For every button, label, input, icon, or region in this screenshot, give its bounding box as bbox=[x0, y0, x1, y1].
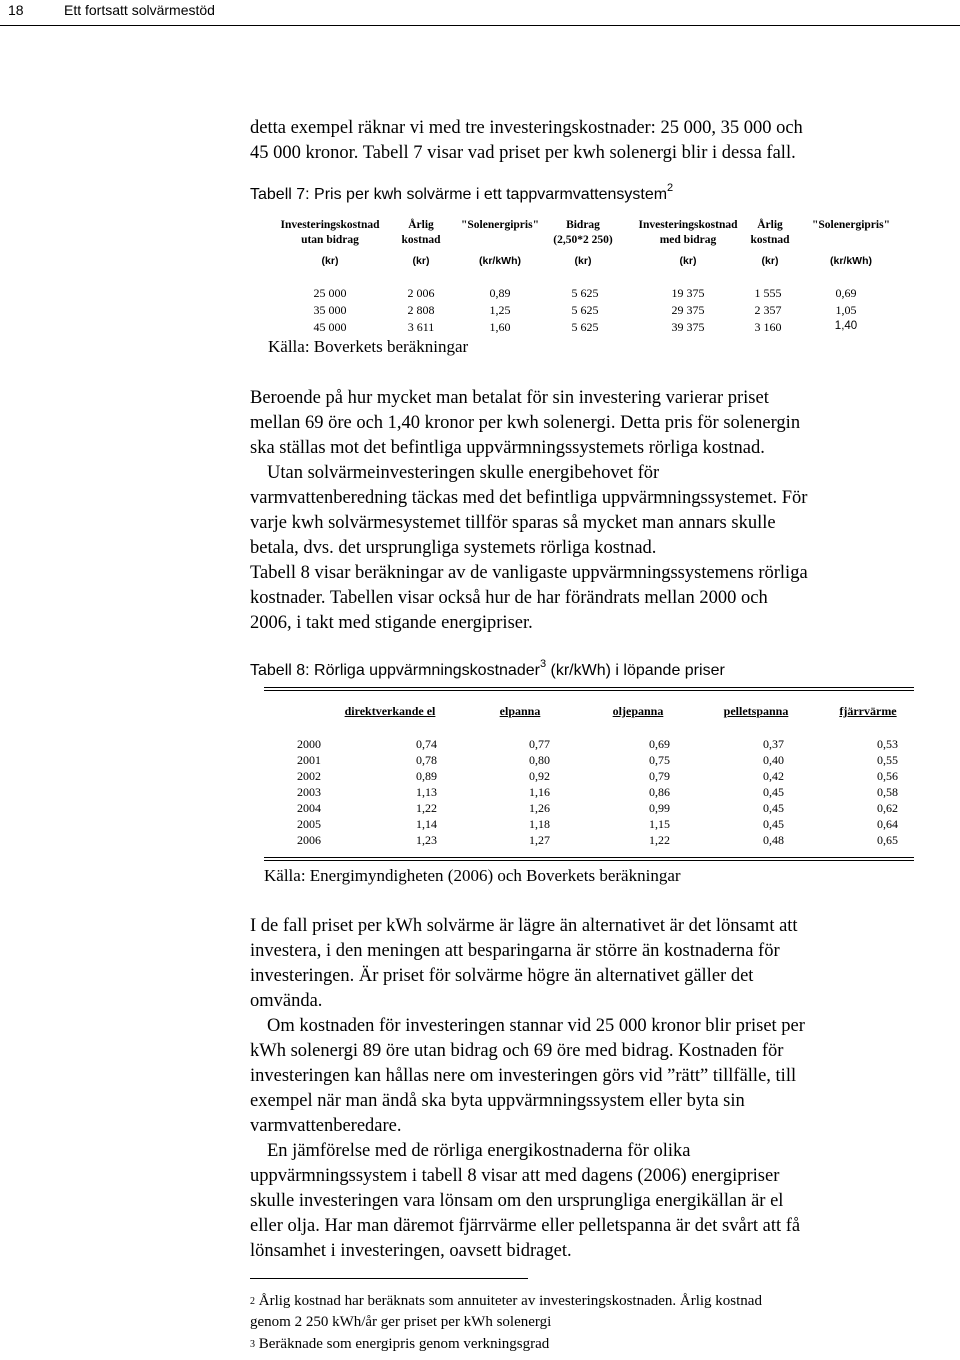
table7-cell: 19 375 bbox=[671, 286, 705, 300]
table7-cell: 35 000 bbox=[313, 303, 347, 317]
table7-unit: (kr/kWh) bbox=[830, 255, 872, 267]
text-line: 2006, i takt med stigande energipriser. bbox=[250, 613, 533, 633]
text-line: detta exempel räknar vi med tre investeringskostnader: 25 000, 35 000 och bbox=[250, 118, 803, 138]
table8-year: 2005 bbox=[297, 817, 321, 831]
page-header bbox=[0, 0, 960, 26]
table8-cell: 1,13 bbox=[416, 785, 437, 799]
table8-col-header: pelletspanna bbox=[723, 704, 789, 718]
table8-cell: 0,62 bbox=[877, 801, 898, 815]
table8-cell: 0,45 bbox=[763, 817, 784, 831]
table7-col-header: "Solenergipris" bbox=[461, 219, 539, 231]
table7-unit: (kr) bbox=[679, 255, 697, 267]
table8-cell: 0,37 bbox=[763, 737, 784, 751]
text-line: kWh solenergi 89 öre utan bidrag och 69 öre med bidrag. Kostnaden för bbox=[250, 1041, 784, 1061]
text-line: 45 000 kronor. Tabell 7 visar vad priset per kwh solenergi blir i dessa fall. bbox=[250, 143, 796, 163]
text-line: investeringen. Är priset för solvärme högre än alternativet gäller det bbox=[250, 966, 754, 986]
text-line: Utan solvärmeinvesteringen skulle energibehovet för bbox=[267, 463, 660, 483]
table8-cell: 0,55 bbox=[877, 753, 898, 767]
table7-col-header: Investeringskostnad utan bidrag bbox=[280, 219, 380, 246]
table8-cell: 1,23 bbox=[416, 833, 437, 847]
text-line: Om kostnaden för investeringen stannar vid 25 000 kronor blir priset per bbox=[267, 1016, 805, 1036]
body-paragraph-1 bbox=[250, 386, 890, 636]
text-line: eller olja. Har man däremot fjärrvärme eller pelletspanna är det svårt att få bbox=[250, 1216, 801, 1236]
table7-cell: 5 625 bbox=[571, 303, 599, 317]
footnote-mark: 2 bbox=[250, 1296, 255, 1307]
table8-cell: 0,75 bbox=[649, 753, 670, 767]
table7-cell: 2 006 bbox=[407, 286, 435, 300]
table7-cell: 1 555 bbox=[754, 286, 782, 300]
table7-source: Källa: Boverkets beräkningar bbox=[268, 337, 469, 356]
table7-cell: 5 625 bbox=[571, 286, 599, 300]
table8-cell: 1,27 bbox=[529, 833, 550, 847]
table7-unit: (kr/kWh) bbox=[479, 255, 521, 267]
text-line: Tabell 8 visar beräkningar av de vanligaste uppvärmningssystemens rörliga bbox=[250, 563, 808, 583]
footnote-3: $^3$ Beräknade som energipris genom verkningsgrad bbox=[250, 1336, 550, 1352]
table8-cell: 0,74 bbox=[416, 737, 437, 751]
table8-year: 2001 bbox=[297, 753, 321, 767]
footnote-ref: 3 bbox=[539, 658, 547, 670]
table7-unit: (kr) bbox=[321, 255, 339, 267]
table7-cell: 3 611 bbox=[407, 320, 435, 334]
text-line: mellan 69 öre och 1,40 kronor per kwh solenergi. Detta pris för solenergin bbox=[250, 413, 801, 433]
table8-cell: 0,45 bbox=[763, 801, 784, 815]
text-line: I de fall priset per kWh solvärme är lägre än alternativet är det lönsamt att bbox=[250, 916, 798, 936]
table8-cell: 1,14 bbox=[416, 817, 437, 831]
running-title: Ett fortsatt solvärmestöd bbox=[64, 2, 215, 18]
table8-cell: 0,56 bbox=[877, 769, 898, 783]
text-line: uppvärmningssystem i tabell 8 visar att med dagens (2006) energipriser bbox=[250, 1166, 780, 1186]
table8-cell: 1,15 bbox=[649, 817, 670, 831]
table8-cell: 0,45 bbox=[763, 785, 784, 799]
table7-cell: 1,40 bbox=[834, 320, 858, 332]
text-line: En jämförelse med de rörliga energikostnaderna för olika bbox=[267, 1141, 691, 1161]
table7-cell: 1,05 bbox=[835, 303, 857, 317]
table8-cell: 1,16 bbox=[529, 785, 550, 799]
footnote-ref: 2 bbox=[667, 182, 674, 194]
intro-paragraph bbox=[250, 116, 890, 166]
text-line: Beroende på hur mycket man betalat för sin investering varierar priset bbox=[250, 388, 769, 408]
table8-cell: 0,53 bbox=[877, 737, 898, 751]
text-line: omvända. bbox=[250, 991, 323, 1011]
table8-caption: Tabell 8: Rörliga uppvärmningskostnader$^3$ (kr/kWh) i löpande priser bbox=[250, 658, 725, 679]
table8-cell: 1,22 bbox=[416, 801, 437, 815]
table8-col-header: elpanna bbox=[499, 704, 541, 718]
table8-cell: 0,86 bbox=[649, 785, 670, 799]
text-line: varje kwh solvärmesystemet tillför sparas så mycket man annars skulle bbox=[250, 513, 776, 533]
footnote-separator bbox=[250, 1278, 528, 1279]
text-line: betala, dvs. det ursprungliga systemets rörliga kostnad. bbox=[250, 538, 657, 558]
table7-unit: (kr) bbox=[574, 255, 592, 267]
table8-cell: 0,65 bbox=[877, 833, 898, 847]
table7-cell: 1,25 bbox=[489, 303, 511, 317]
table8-cell: 0,78 bbox=[416, 753, 437, 767]
table7-cell: 0,89 bbox=[489, 286, 511, 300]
table7-col-header: Årlig kostnad bbox=[750, 219, 790, 246]
table7-cell: 0,69 bbox=[835, 286, 857, 300]
table7-cell: 3 160 bbox=[754, 320, 782, 334]
text-line: lönsamhet i investeringen, oavsett bidraget. bbox=[250, 1241, 572, 1261]
footnote-mark: 3 bbox=[250, 1339, 255, 1350]
text-line: kostnader. Tabellen visar också hur de har förändrats mellan 2000 och bbox=[250, 588, 768, 608]
table8-cell: 1,18 bbox=[529, 817, 550, 831]
table8-cell: 1,22 bbox=[649, 833, 670, 847]
table7-cell: 29 375 bbox=[671, 303, 705, 317]
table7-cell: 39 375 bbox=[671, 320, 705, 334]
table8-source: Källa: Energimyndigheten (2006) och Boverkets beräkningar bbox=[264, 866, 681, 885]
table8-top-rule bbox=[264, 687, 914, 691]
footnote-2: $^2$ Årlig kostnad har beräknats som annuiteter av investeringskostnaden. Årlig kostnad genom 2 250 kWh/år ger priset per kWh solenergi bbox=[250, 1293, 762, 1330]
table7-unit: (kr) bbox=[412, 255, 430, 267]
table8-year: 2000 bbox=[297, 737, 321, 751]
table8-cell: 0,79 bbox=[649, 769, 670, 783]
table7-cell: 2 808 bbox=[407, 303, 435, 317]
text-line: skulle investeringen vara lönsam om den ursprungliga energikällan är el bbox=[250, 1191, 784, 1211]
table8-year: 2004 bbox=[297, 801, 321, 815]
text-line: ska ställas mot det befintliga uppvärmningssystemets rörliga kostnad. bbox=[250, 438, 765, 458]
table7-cell: 2 357 bbox=[754, 303, 782, 317]
table8-cell: 0,48 bbox=[763, 833, 784, 847]
table8-year: 2002 bbox=[297, 769, 321, 783]
body-paragraph-2 bbox=[250, 914, 890, 1264]
text-line: investeringen kan hållas nere om investeringen görs vid ”rätt” tillfälle, till bbox=[250, 1066, 797, 1086]
table8-col-header: oljepanna bbox=[612, 704, 664, 718]
table8-bottom-rule bbox=[264, 857, 914, 861]
table8-cell: 1,26 bbox=[529, 801, 550, 815]
table7-col-header: Bidrag (2,50*2 250) bbox=[553, 219, 613, 246]
text-line: investera, i den meningen att besparingarna är större än kostnaderna för bbox=[250, 941, 780, 961]
table8-cell: 0,69 bbox=[649, 737, 670, 751]
table7-cell: 5 625 bbox=[571, 320, 599, 334]
table7-col-header: Investeringskostnad med bidrag bbox=[638, 219, 738, 246]
table8-cell: 0,77 bbox=[529, 737, 550, 751]
header-rule bbox=[0, 25, 960, 26]
table7-cell: 1,60 bbox=[489, 320, 511, 334]
table8-cell: 0,42 bbox=[763, 769, 784, 783]
table8-cell: 0,89 bbox=[416, 769, 437, 783]
table8-cell: 0,64 bbox=[877, 817, 898, 831]
table8-year: 2006 bbox=[297, 833, 321, 847]
table7-col-header: Årlig kostnad bbox=[401, 219, 441, 246]
page-number: 18 bbox=[8, 2, 24, 18]
table8-col-header: direktverkande el bbox=[344, 704, 436, 718]
table8-cell: 0,99 bbox=[649, 801, 670, 815]
table8-cell: 0,80 bbox=[529, 753, 550, 767]
text-line: varmvattenberedare. bbox=[250, 1116, 402, 1136]
text-line: varmvattenberedning täckas med det befintliga uppvärmningssystemet. För bbox=[250, 488, 808, 508]
table7-cell: 25 000 bbox=[313, 286, 347, 300]
table8-year: 2003 bbox=[297, 785, 321, 799]
text-line: exempel när man ändå ska byta uppvärmningssystem eller byta sin bbox=[250, 1091, 745, 1111]
table8-col-header: fjärrvärme bbox=[839, 704, 897, 718]
table8-cell: 0,40 bbox=[763, 753, 784, 767]
table7-col-header: "Solenergipris" bbox=[812, 219, 890, 231]
table7-caption: Tabell 7: Pris per kwh solvärme i ett tappvarmvattensystem$^2$ bbox=[250, 182, 674, 203]
table7-unit: (kr) bbox=[761, 255, 779, 267]
table8-cell: 0,58 bbox=[877, 785, 898, 799]
table7-cell: 45 000 bbox=[313, 320, 347, 334]
table8-cell: 0,92 bbox=[529, 769, 550, 783]
